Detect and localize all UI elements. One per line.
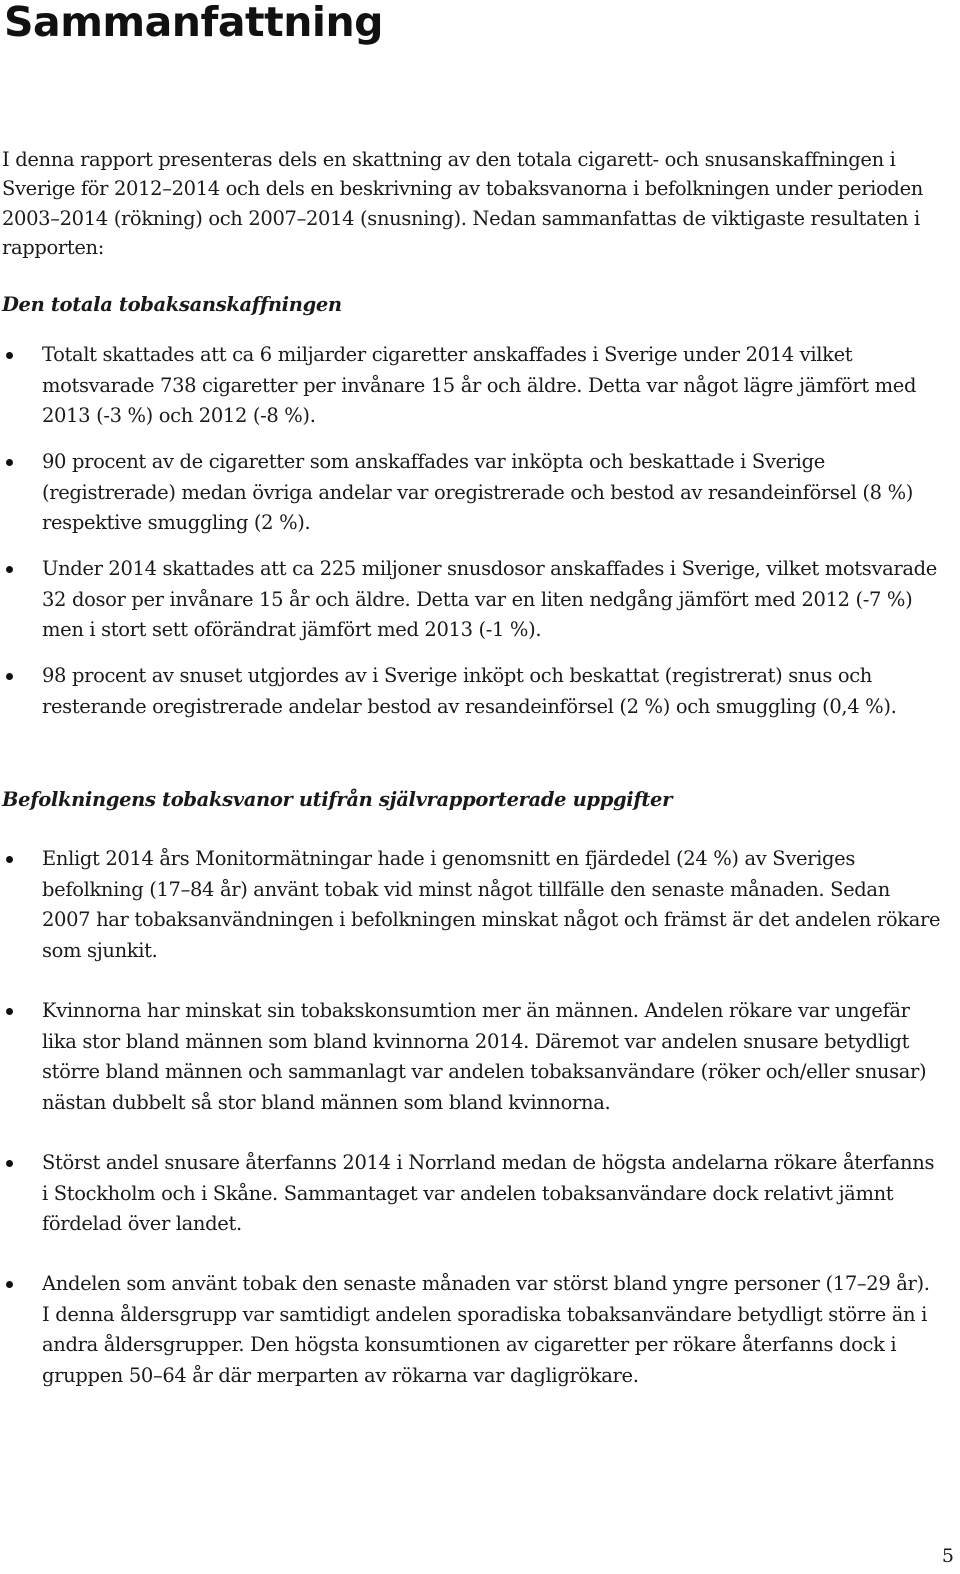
bullet-text: Under 2014 skattades att ca 225 miljoner snusdosor anskaffades i Sverige, vilket motsvarade 32 dosor per invånare 15 år och äldre. Detta var en liten nedgång jämfört med 2012 (-7 %) men i stort sett oförändrat jämfört med 2013 (-1 %).	[42, 557, 937, 642]
bullet-item	[42, 1148, 942, 1240]
bullet-dot-icon	[6, 459, 13, 466]
section-heading-tobacco-acquisition: Den totala tobaksanskaffningen	[2, 293, 342, 316]
bullet-item	[42, 1269, 942, 1391]
page-number: 5	[941, 1545, 954, 1567]
bullet-item	[42, 447, 942, 539]
bullet-dot-icon	[6, 1281, 13, 1288]
bullet-dot-icon	[6, 1008, 13, 1015]
bullet-dot-icon	[6, 673, 13, 680]
bullet-text: Kvinnorna har minskat sin tobakskonsumtion mer än männen. Andelen rökare var ungefär lika stor bland männen som bland kvinnorna 2014. Däremot var andelen snusare betydligt större bland männen och sammanlagt var andelen tobaksanvändare (röker och/eller snusar) nästan dubbelt så stor bland männen som bland kvinnorna.	[42, 999, 927, 1114]
bullet-dot-icon	[6, 352, 13, 359]
bullet-text: 90 procent av de cigaretter som anskaffades var inköpta och beskattade i Sverige (registrerade) medan övriga andelar var oregistrerade och bestod av resandeinförsel (8 %) respektive smuggling (2 %).	[42, 450, 914, 535]
bullet-item	[42, 554, 942, 646]
bullet-text: 98 procent av snuset utgjordes av i Sverige inköpt och beskattat (registrerat) snus och resterande oregistrerade andelar bestod av resandeinförsel (2 %) och smuggling (0,4 %).	[42, 664, 897, 718]
bullet-item	[42, 996, 942, 1118]
bullet-text: Störst andel snusare återfanns 2014 i Norrland medan de högsta andelarna rökare återfanns i Stockholm och i Skåne. Sammantaget var andelen tobaksanvändare dock relativt jämnt fördelad över landet.	[42, 1151, 935, 1236]
bullet-item	[42, 844, 942, 966]
bullet-text: Enligt 2014 års Monitormätningar hade i genomsnitt en fjärdedel (24 %) av Sveriges befolkning (17–84 år) använt tobak vid minst något tillfälle den senaste månaden. Sedan 2007 har tobaksanvändningen i befolkningen minskat något och främst är det andelen rökare som sjunkit.	[42, 847, 941, 962]
intro-paragraph: I denna rapport presenteras dels en skattning av den totala cigarett- och snusanskaffningen i Sverige för 2012–2014 och dels en beskrivning av tobaksvanorna i befolkningen under perioden 2003–2014 (rökning) och 2007–2014 (snusning). Nedan sammanfattas de viktigaste resultaten i rapporten:	[2, 148, 923, 259]
bullet-dot-icon	[6, 856, 13, 863]
bullet-item	[42, 340, 942, 432]
bullet-text: Totalt skattades att ca 6 miljarder cigaretter anskaffades i Sverige under 2014 vilket motsvarade 738 cigaretter per invånare 15 år och äldre. Detta var något lägre jämfört med 2013 (-3 %) och 2012 (-8 %).	[42, 343, 917, 428]
bullet-text: Andelen som använt tobak den senaste månaden var störst bland yngre personer (17–29 år). I denna åldersgrupp var samtidigt andelen sporadiska tobaksanvändare betydligt större än i andra åldersgrupper. Den högsta konsumtionen av cigaretter per rökare återfanns dock i gruppen 50–64 år där merparten av rökarna var dagligrökare.	[42, 1272, 930, 1387]
page-title: Sammanfattning	[4, 0, 383, 46]
section-heading-tobacco-habits: Befolkningens tobaksvanor utifrån självrapporterade uppgifter	[2, 788, 673, 811]
bullet-dot-icon	[6, 566, 13, 573]
bullet-dot-icon	[6, 1160, 13, 1167]
bullet-item	[42, 661, 942, 722]
